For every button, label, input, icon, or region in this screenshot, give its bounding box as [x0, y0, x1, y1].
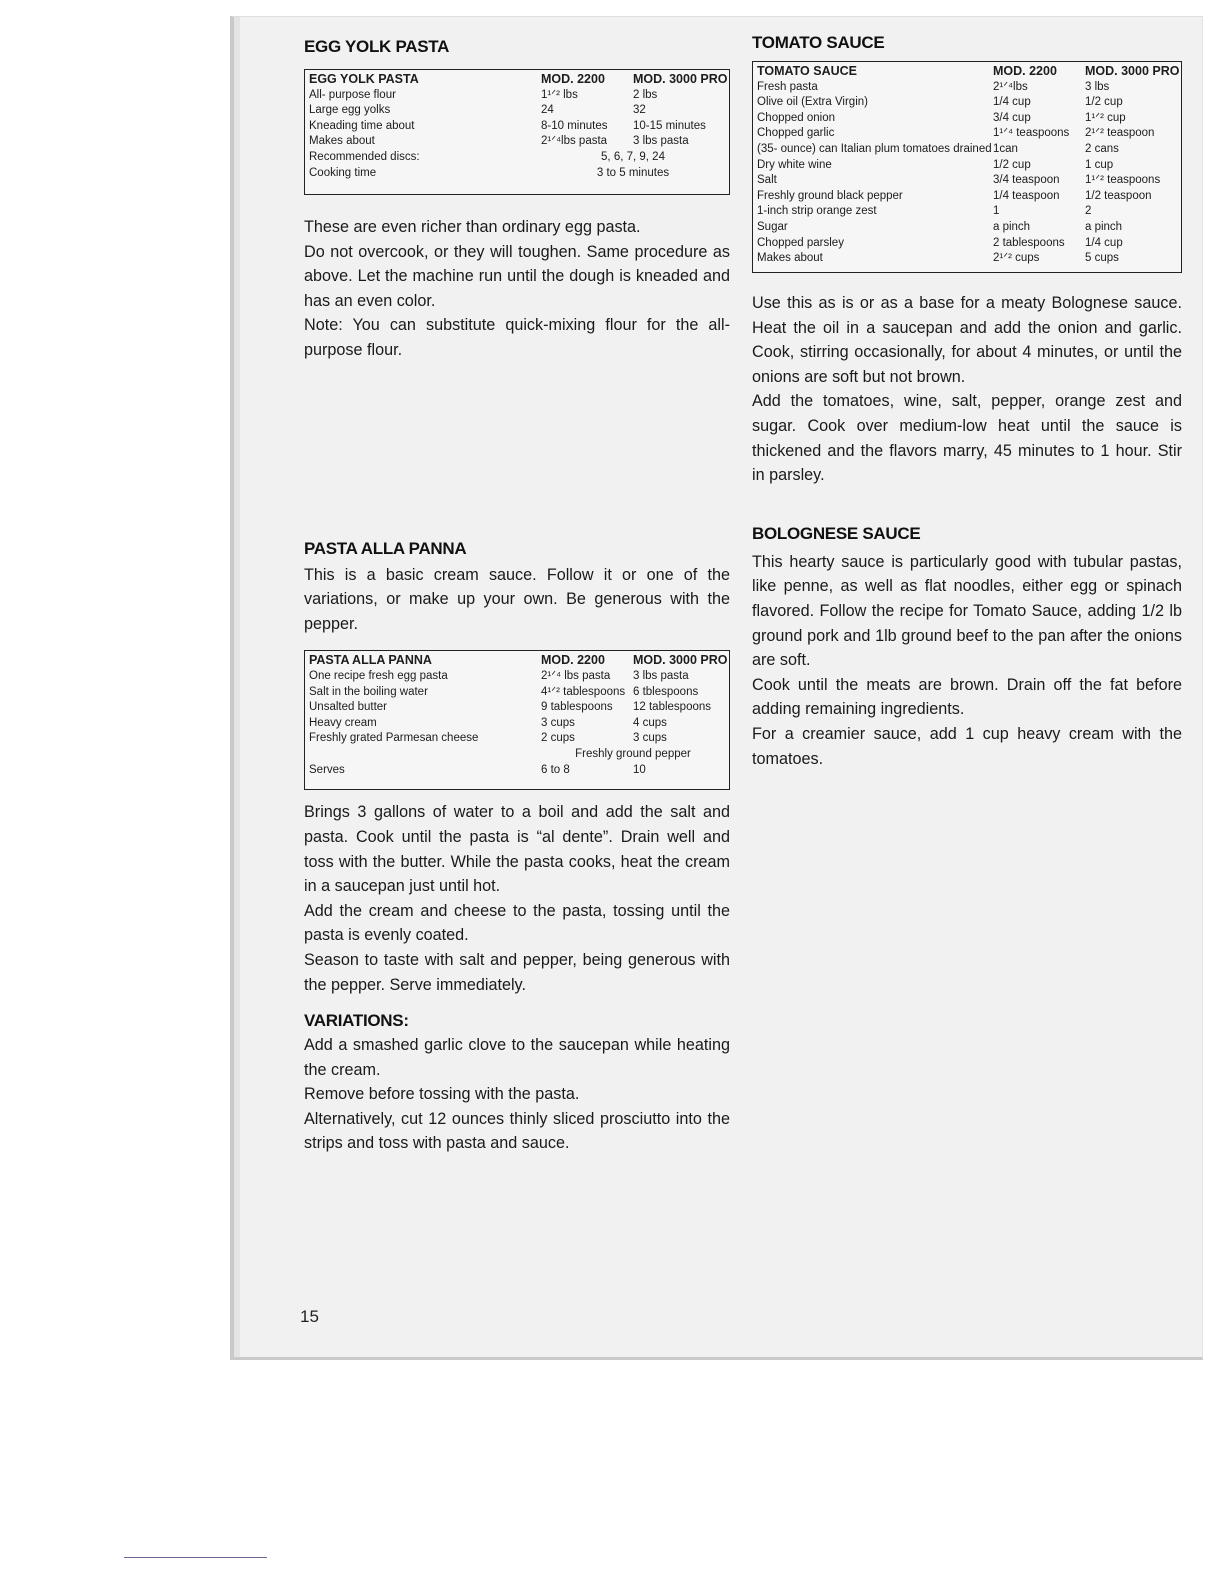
table-row [757, 111, 1177, 127]
table-cell: 3 cups [633, 732, 667, 745]
panna-title: PASTA ALLA PANNA [304, 538, 467, 558]
table-cell: 3/4 cup [993, 111, 1031, 124]
table-cell: 2 cans [1085, 142, 1119, 155]
table-cell: 3 lbs [1085, 80, 1110, 93]
table-cell: One recipe fresh egg pasta [309, 669, 448, 682]
table-cell: 1¹ᐟ² cup [1085, 111, 1126, 124]
egg-yolk-text [304, 215, 730, 363]
table-cell: All- purpose flour [309, 88, 396, 101]
table-cell: 1¹ᐟ⁴ teaspoons [993, 127, 1070, 140]
table-row [309, 134, 725, 150]
paragraph: Brings 3 gallons of water to a boil and add the salt and pasta. Cook until the pasta is “al dente”. Drain well and toss with the butter. While the pasta cooks, heat the cream in a saucepan just until hot. [304, 803, 730, 896]
panna-table [304, 650, 730, 790]
table-cell: 10 [633, 763, 646, 776]
paragraph: Add the cream and cheese to the pasta, tossing until the pasta is evenly coated. [304, 901, 730, 945]
table-cell: 1/2 cup [1085, 96, 1123, 109]
table-cell: 3 to 5 minutes [596, 166, 670, 179]
table-cell: Salt in the boiling water [309, 685, 428, 698]
table-header [309, 72, 728, 88]
table-cell: 5, 6, 7, 9, 24 [601, 150, 665, 163]
footer-rule [124, 1557, 267, 1558]
header-cell: MOD. 3000 PRO [633, 72, 728, 86]
page-number: 15 [300, 1307, 319, 1326]
table-row [757, 80, 1177, 96]
table-cell: Serves [309, 763, 345, 776]
table-row [757, 220, 1177, 236]
right-column [752, 33, 1182, 771]
table-cell: Freshly grated Parmesan cheese [309, 732, 479, 745]
table-cell: Dry white wine [757, 158, 832, 171]
table-cell: Fresh pasta [757, 80, 818, 93]
paragraph: This is a basic cream sauce. Follow it or one of the variations, or make up your own. Be generous with the pepper. [304, 565, 730, 633]
table-cell: 1¹ᐟ² teaspoons [1085, 174, 1161, 187]
table-cell: Large egg yolks [309, 104, 391, 117]
table-row [757, 251, 1177, 267]
header-cell: MOD. 3000 PRO [1085, 64, 1180, 78]
table-row [309, 747, 725, 763]
table-cell: 4 cups [633, 716, 667, 729]
header-cell: TOMATO SAUCE [757, 64, 858, 78]
table-cell: Kneading time about [309, 119, 415, 132]
table-cell: 24 [541, 104, 554, 117]
egg-yolk-title: EGG YOLK PASTA [304, 37, 450, 56]
table-row [309, 763, 725, 779]
left-column [304, 37, 730, 1156]
table-row [757, 142, 1177, 158]
table-cell: 10-15 minutes [633, 119, 706, 132]
table-row [757, 236, 1177, 252]
table-cell: (35- ounce) can Italian plum tomatoes drained [757, 142, 992, 155]
table-cell: 1/2 teaspoon [1085, 189, 1152, 202]
table-cell: 2 cups [541, 732, 575, 745]
table-cell: 1/4 cup [1085, 236, 1123, 249]
table-header [757, 64, 1180, 80]
table-row [757, 95, 1177, 111]
table-cell: 2 tablespoons [993, 236, 1065, 249]
table-cell: 6 tblespoons [633, 685, 699, 698]
table-row [757, 189, 1177, 205]
table-cell: 3 lbs pasta [633, 135, 689, 148]
table-cell: 2¹ᐟ² cups [993, 252, 1040, 265]
table-row [309, 166, 725, 182]
table-cell: Heavy cream [309, 716, 377, 729]
table-cell: Chopped onion [757, 111, 836, 124]
paragraph: Season to taste with salt and pepper, being generous with the pepper. Serve immediately. [304, 950, 730, 994]
paragraph: This hearty sauce is particularly good with tubular pastas, like penne, as well as flat noodles, either egg or spinach flavored. Follow the recipe for Tomato Sauce, adding 1/2 lb ground pork and 1lb ground beef to the pan after the onions are soft. [752, 552, 1182, 670]
scanned-page [230, 16, 1203, 1360]
panna-text [304, 800, 730, 997]
table-cell: 1 [993, 205, 1000, 218]
bolognese-text [752, 550, 1182, 771]
table-cell: Freshly ground pepper [575, 747, 691, 760]
table-cell: 1/2 cup [993, 158, 1031, 171]
table-header [309, 653, 728, 669]
table-cell: a pinch [993, 220, 1031, 233]
table-cell: 1 cup [1085, 158, 1114, 171]
table-cell: Olive oil (Extra Virgin) [757, 96, 868, 109]
variations-text [304, 1033, 730, 1156]
table-row [309, 731, 725, 747]
table-cell: 32 [633, 104, 646, 117]
table-cell: 1can [993, 142, 1018, 155]
table-row [757, 204, 1177, 220]
table-cell: Unsalted butter [309, 701, 387, 714]
paragraph: These are even richer than ordinary egg pasta. [304, 218, 641, 236]
table-row [309, 669, 725, 685]
tomato-table [752, 61, 1182, 273]
table-cell: 4¹ᐟ² tablespoons [541, 685, 626, 698]
variations-title: VARIATIONS: [304, 1011, 409, 1031]
egg-yolk-table [304, 69, 730, 195]
table-cell: 3 lbs pasta [633, 669, 689, 682]
table-cell: 2 lbs [633, 88, 658, 101]
table-cell: Sugar [757, 220, 788, 233]
table-cell: 1¹ᐟ² lbs [541, 88, 578, 101]
table-row [309, 700, 725, 716]
header-cell: MOD. 2200 [541, 72, 605, 86]
table-cell: 1/4 teaspoon [993, 189, 1060, 202]
table-cell: 8-10 minutes [541, 119, 608, 132]
table-row [757, 158, 1177, 174]
paragraph: Use this as is or as a base for a meaty Bolognese sauce. Heat the oil in a saucepan and add the onion and garlic. Cook, stirring occasionally, for about 4 minutes, or until the onions are soft but not brown. [752, 294, 1182, 386]
table-cell: 2¹ᐟ⁴ lbs pasta [541, 669, 611, 682]
table-row [757, 126, 1177, 142]
header-cell: MOD. 2200 [993, 64, 1057, 78]
table-cell: Freshly ground black pepper [757, 189, 903, 202]
table-cell: Cooking time [309, 166, 377, 179]
paragraph: Add the tomatoes, wine, salt, pepper, orange zest and sugar. Cook over medium-low heat until the sauce is thickened and the flavors marry, 45 minutes to 1 hour. Stir in parsley. [752, 392, 1182, 485]
table-cell: 2¹ᐟ² teaspoon [1085, 127, 1155, 140]
table-cell: 3 cups [541, 716, 575, 729]
table-row [309, 685, 725, 701]
table-cell: 5 cups [1085, 252, 1119, 265]
table-cell: Chopped garlic [757, 127, 835, 140]
table-cell: Salt [757, 174, 777, 187]
paragraph: Note: You can substitute quick-mixing flour for the all-purpose flour. [304, 316, 730, 359]
paragraph: Cook until the meats are brown. Drain off the fat before adding remaining ingredients. [752, 675, 1182, 719]
table-cell: Makes about [309, 135, 375, 148]
header-cell: MOD. 2200 [541, 653, 605, 668]
table-row [309, 716, 725, 732]
table-row [309, 103, 725, 119]
table-cell: Makes about [757, 252, 823, 265]
header-cell: EGG YOLK PASTA [309, 72, 419, 86]
table-cell: a pinch [1085, 220, 1123, 233]
header-cell: MOD. 3000 PRO [633, 653, 728, 668]
table-cell: 1-inch strip orange zest [757, 205, 877, 218]
table-row [309, 119, 725, 135]
table-cell: 1/4 cup [993, 96, 1031, 109]
table-cell: 3/4 teaspoon [993, 174, 1060, 187]
table-cell: Chopped parsley [757, 236, 844, 249]
table-row [309, 150, 725, 166]
table-cell: 2 [1085, 205, 1092, 218]
tomato-title: TOMATO SAUCE [752, 33, 885, 52]
table-cell: 12 tablespoons [633, 701, 712, 714]
panna-intro [304, 563, 730, 637]
paragraph: Do not overcook, or they will toughen. Same procedure as above. Let the machine run until the dough is kneaded and has an even color. [304, 242, 730, 310]
paragraph: Remove before tossing with the pasta. [304, 1085, 580, 1104]
table-row [757, 173, 1177, 189]
header-cell: PASTA ALLA PANNA [309, 653, 432, 668]
paragraph: Add a smashed garlic clove to the saucepan while heating the cream. [304, 1036, 730, 1079]
table-cell: 2¹ᐟ⁴lbs [993, 80, 1028, 93]
table-cell: Recommended discs: [309, 150, 420, 163]
table-cell: 9 tablespoons [541, 701, 613, 714]
table-cell: 2¹ᐟ⁴lbs pasta [541, 135, 608, 148]
table-row [309, 88, 725, 104]
table-cell: 6 to 8 [541, 763, 570, 776]
paragraph: For a creamier sauce, add 1 cup heavy cream with the tomatoes. [752, 724, 1182, 768]
bolognese-title: BOLOGNESE SAUCE [752, 523, 921, 543]
tomato-text [752, 291, 1182, 488]
paragraph: Alternatively, cut 12 ounces thinly sliced prosciutto into the strips and toss with pasta and sauce. [304, 1109, 730, 1153]
